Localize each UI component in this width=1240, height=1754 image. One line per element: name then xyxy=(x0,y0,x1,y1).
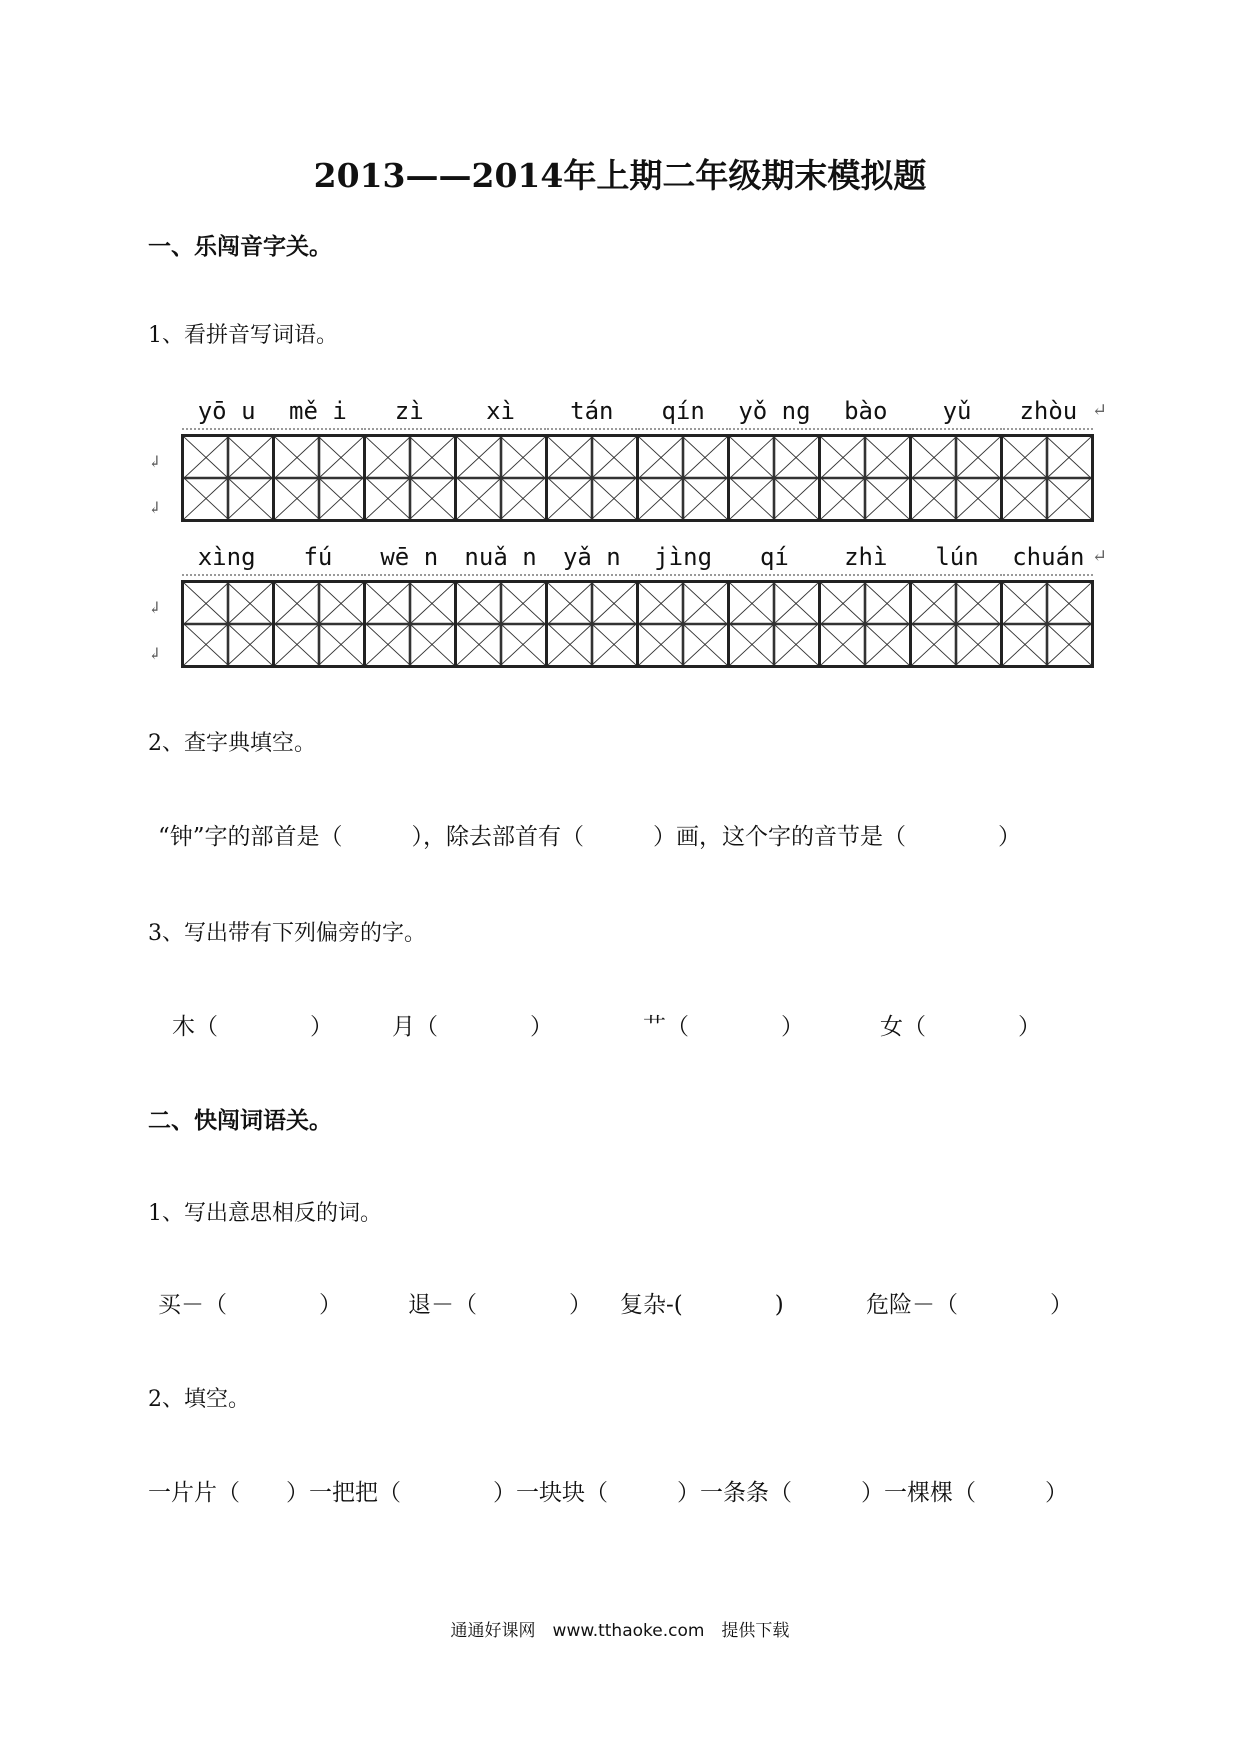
tianzige-guides xyxy=(639,437,727,519)
radical-item-3: 艹（ ） xyxy=(643,1014,804,1040)
writing-box xyxy=(912,437,1003,519)
writing-box xyxy=(275,583,366,665)
tianzige-guides xyxy=(548,583,636,665)
paragraph-mark: ↲ xyxy=(148,644,162,663)
writing-box xyxy=(366,583,457,665)
pinyin-label: zhòu xyxy=(1003,394,1093,430)
pinyin-label: zì xyxy=(364,394,454,430)
question-1-2-label: 2、查字典填空。 xyxy=(148,731,316,756)
pinyin-row-1 xyxy=(181,394,1094,434)
writing-box xyxy=(912,583,1003,665)
pinyin-grid-2 xyxy=(181,540,1094,668)
writing-box xyxy=(821,437,912,519)
pinyin-label: qín xyxy=(638,394,728,430)
tianzige-guides xyxy=(457,437,545,519)
writing-boxes-1 xyxy=(181,434,1094,522)
pinyin-label: fú xyxy=(273,540,363,576)
writing-box xyxy=(184,437,275,519)
pinyin-label: nuǎ n xyxy=(456,540,546,576)
radical-item-1: 木（ ） xyxy=(172,1014,333,1040)
writing-box xyxy=(366,437,457,519)
writing-box xyxy=(1003,437,1091,519)
pinyin-label: yō u xyxy=(182,394,272,430)
antonym-item-1: 买－（ ） xyxy=(158,1292,342,1318)
tianzige-guides xyxy=(366,583,454,665)
writing-box xyxy=(548,437,639,519)
section-2-heading: 二、快闯词语关。 xyxy=(148,1107,332,1134)
pinyin-label: yǎ n xyxy=(547,540,637,576)
tianzige-guides xyxy=(821,437,909,519)
tianzige-guides xyxy=(639,583,727,665)
pinyin-label: bào xyxy=(821,394,911,430)
paragraph-mark: ↲ xyxy=(148,498,162,517)
pinyin-label: xìng xyxy=(182,540,272,576)
section-1-heading: 一、乐闯音字关。 xyxy=(148,233,332,260)
footer-credit: 通通好课网 www.tthaoke.com 提供下载 xyxy=(450,1621,790,1641)
tianzige-guides xyxy=(275,437,363,519)
question-1-3-label: 3、写出带有下列偏旁的字。 xyxy=(148,921,426,946)
writing-box xyxy=(1003,583,1091,665)
pinyin-label: jìng xyxy=(638,540,728,576)
pinyin-label: xì xyxy=(456,394,546,430)
return-mark: ↵ xyxy=(1092,400,1108,421)
tianzige-guides xyxy=(275,583,363,665)
pinyin-label: lún xyxy=(912,540,1002,576)
radical-item-2: 月（ ） xyxy=(392,1014,553,1040)
tianzige-guides xyxy=(548,437,636,519)
pinyin-label: tán xyxy=(547,394,637,430)
paragraph-mark: ↲ xyxy=(148,452,162,471)
writing-box xyxy=(184,583,275,665)
tianzige-guides xyxy=(730,583,818,665)
question-1-1-label: 1、看拼音写词语。 xyxy=(148,323,338,348)
tianzige-guides xyxy=(366,437,454,519)
pinyin-label: zhì xyxy=(821,540,911,576)
question-2-2-text: 一片片（ ）一把把（ ）一块块（ ）一条条（ ）一棵棵（ ） xyxy=(148,1480,1068,1506)
writing-box xyxy=(639,437,730,519)
writing-box xyxy=(457,437,548,519)
tianzige-guides xyxy=(1003,437,1091,519)
return-mark: ↵ xyxy=(1092,546,1108,567)
pinyin-row-2 xyxy=(181,540,1094,580)
writing-box xyxy=(548,583,639,665)
question-1-2-text: “钟”字的部首是（ ），除去部首有（ ）画，这个字的音节是（ ） xyxy=(158,824,1022,850)
tianzige-guides xyxy=(184,583,272,665)
pinyin-label: wē n xyxy=(364,540,454,576)
antonym-item-3: 复杂-( ) xyxy=(620,1292,784,1318)
tianzige-guides xyxy=(457,583,545,665)
tianzige-guides xyxy=(730,437,818,519)
writing-box xyxy=(275,437,366,519)
page-title: 2013——2014年上期二年级期末模拟题 xyxy=(313,156,927,195)
pinyin-label: qí xyxy=(729,540,819,576)
writing-box xyxy=(730,583,821,665)
antonym-item-2: 退－（ ） xyxy=(408,1292,592,1318)
question-2-2-label: 2、填空。 xyxy=(148,1387,250,1412)
writing-boxes-2 xyxy=(181,580,1094,668)
tianzige-guides xyxy=(912,437,1000,519)
writing-box xyxy=(730,437,821,519)
writing-box xyxy=(821,583,912,665)
pinyin-label: yǒ ng xyxy=(729,394,819,430)
writing-box xyxy=(457,583,548,665)
question-2-1-label: 1、写出意思相反的词。 xyxy=(148,1201,382,1226)
pinyin-grid-1 xyxy=(181,394,1094,522)
tianzige-guides xyxy=(184,437,272,519)
antonym-item-4: 危险－（ ） xyxy=(866,1292,1073,1318)
tianzige-guides xyxy=(821,583,909,665)
writing-box xyxy=(639,583,730,665)
pinyin-label: mě i xyxy=(273,394,363,430)
pinyin-label: yǔ xyxy=(912,394,1002,430)
tianzige-guides xyxy=(912,583,1000,665)
pinyin-label: chuán xyxy=(1003,540,1093,576)
paragraph-mark: ↲ xyxy=(148,598,162,617)
radical-item-4: 女（ ） xyxy=(880,1014,1041,1040)
tianzige-guides xyxy=(1003,583,1091,665)
